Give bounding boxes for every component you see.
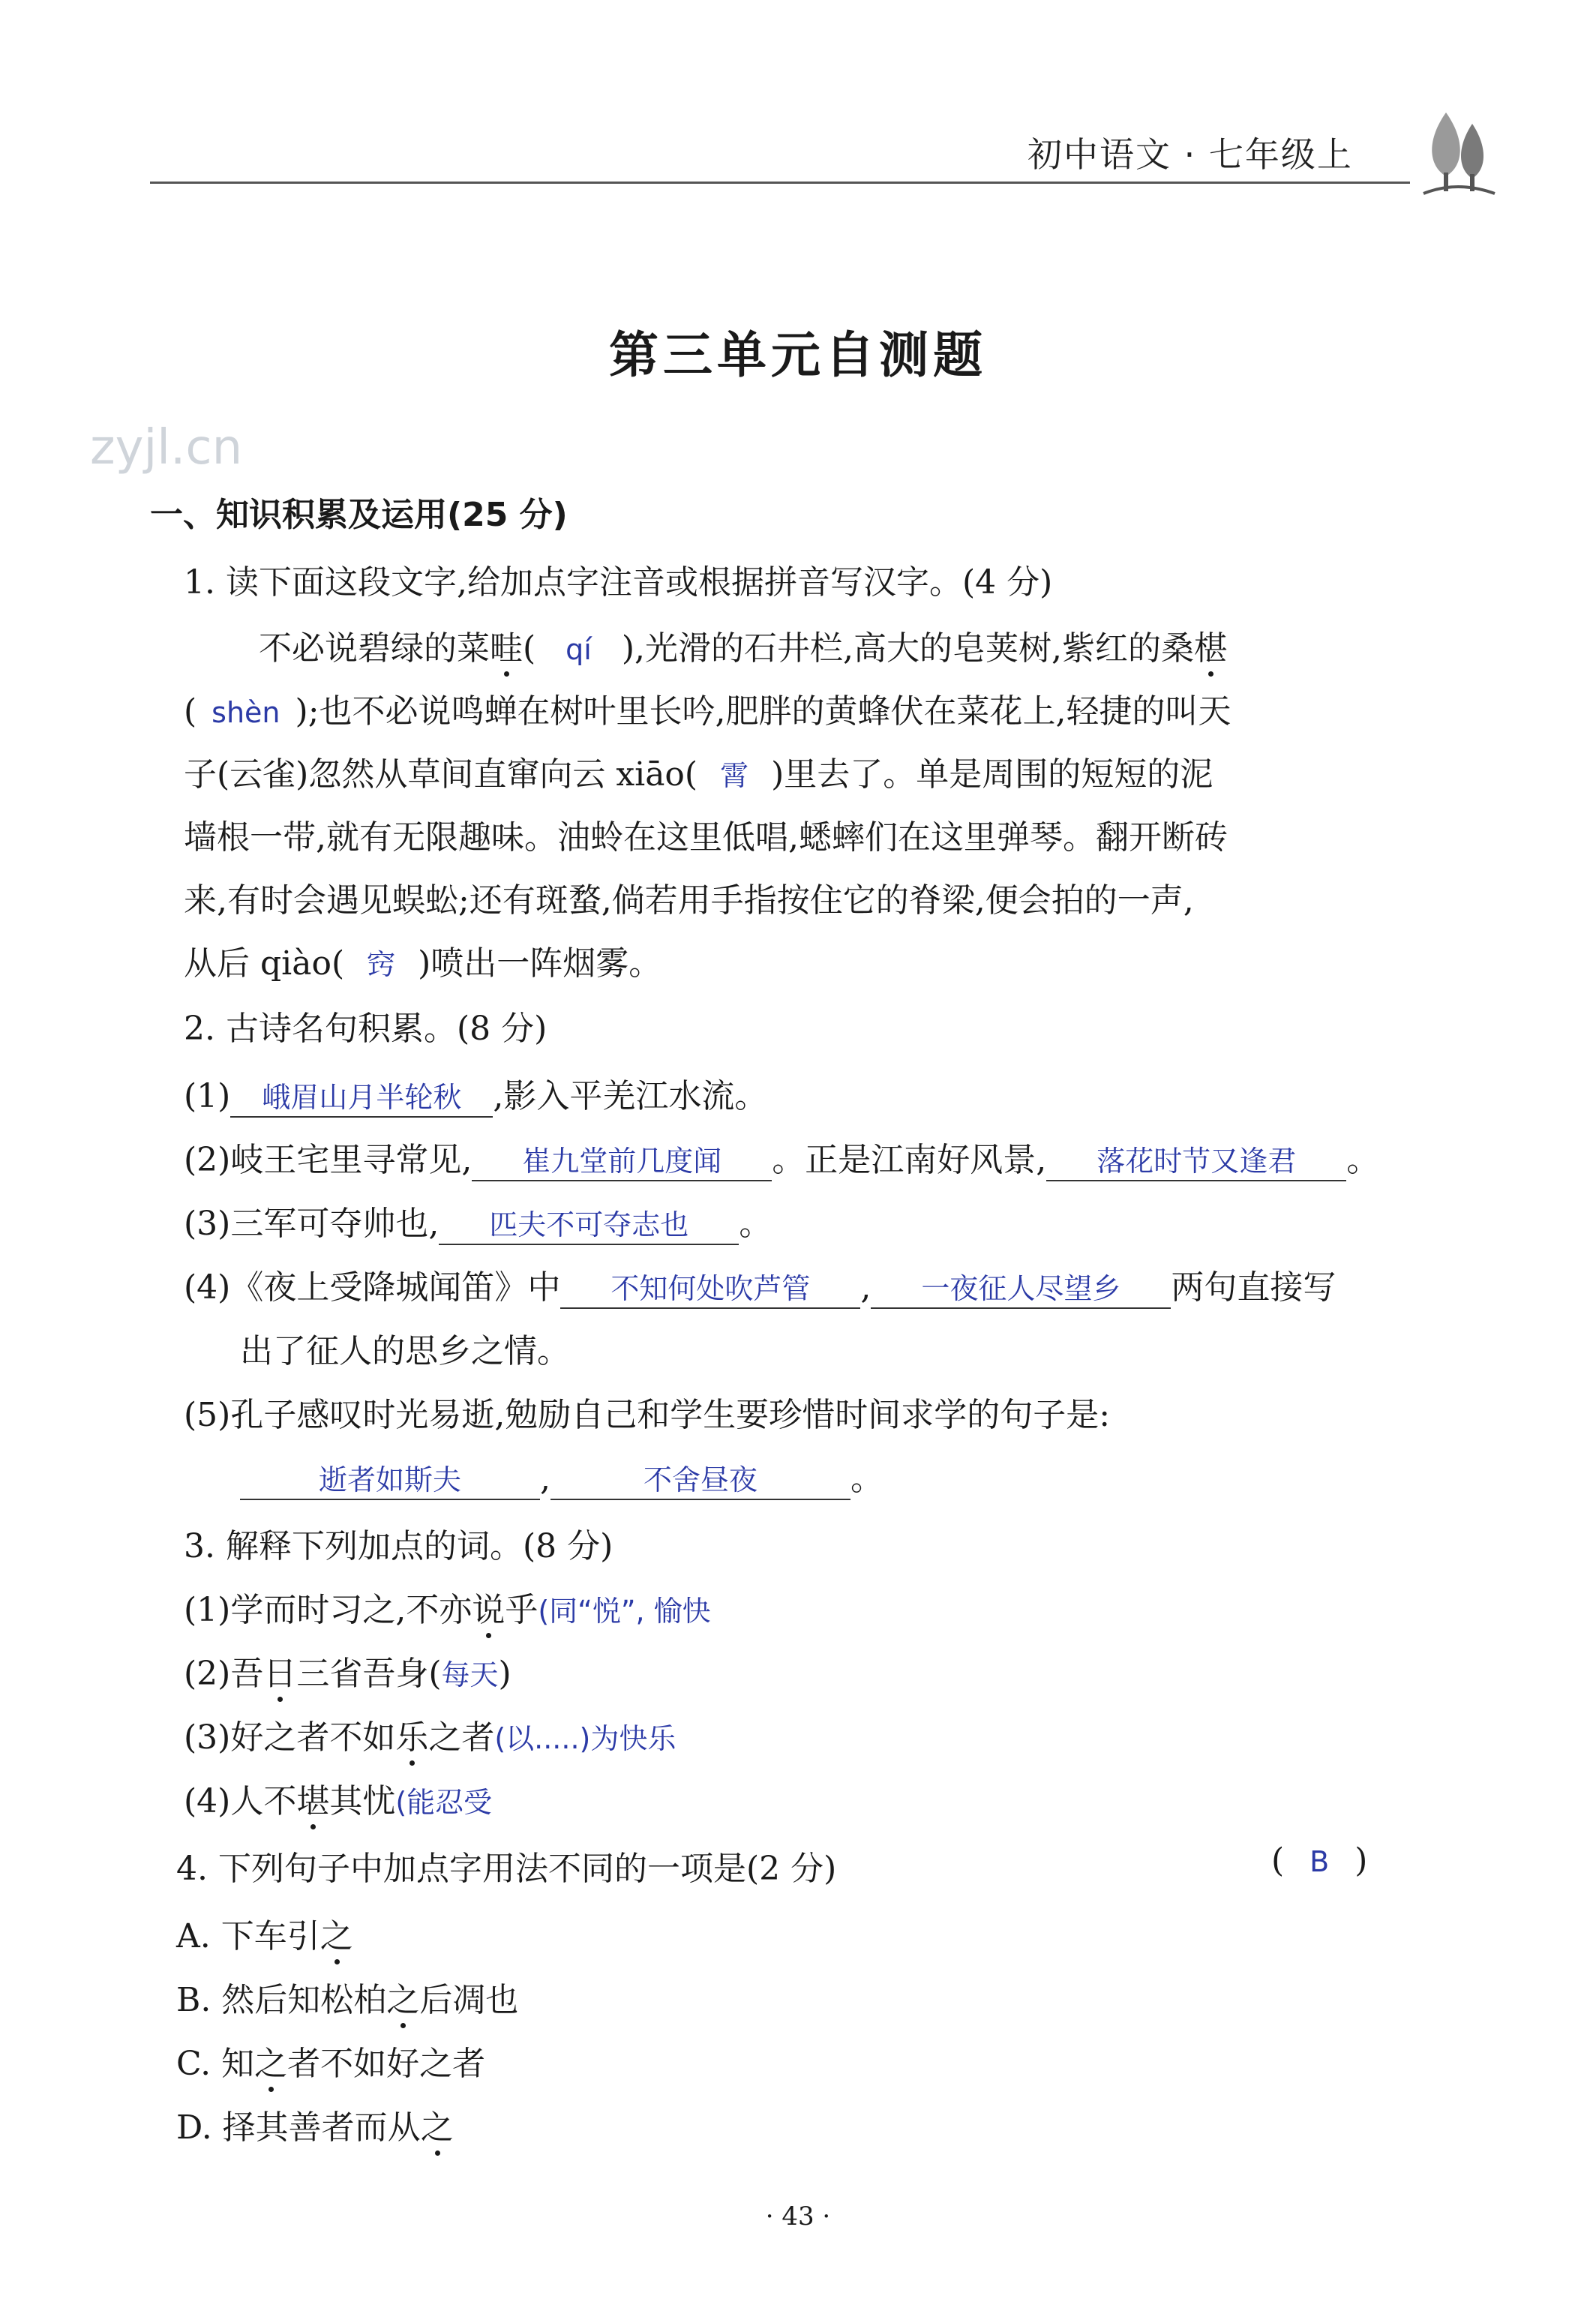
answer-blank: 匹夫不可夺志也 <box>489 1208 689 1241</box>
answer-blank: 不舍昼夜 <box>643 1463 758 1496</box>
answer-blank: 峨眉山月半轮秋 <box>262 1081 462 1114</box>
dotted-char: 说 <box>472 1583 505 1631</box>
q2-item-4-cont: 出了征人的思乡之情。 <box>240 1332 570 1370</box>
answer-blank: 逝者如斯夫 <box>318 1463 461 1496</box>
dotted-char: 之 <box>254 2036 287 2084</box>
answer-choice: B <box>1310 1845 1330 1878</box>
dotted-char: 乐 <box>395 1710 428 1758</box>
q3-item-4: (4)人不堪其忧(能忍受 <box>184 1774 492 1822</box>
q1-line-2: ( shèn );也不必说鸣蝉在树叶里长吟,肥胖的黄蜂伏在菜花上,轻捷的叫天 <box>184 692 1232 731</box>
section-heading: 一、知识积累及运用(25 分) <box>150 496 568 534</box>
answer-text: (同“悦”, 愉快 <box>538 1595 711 1628</box>
q3-item-1: (1)学而时习之,不亦说乎(同“悦”, 愉快 <box>184 1583 711 1631</box>
header-rule <box>150 182 1410 184</box>
q3-item-2: (2)吾日三省吾身(每天) <box>184 1646 512 1694</box>
dotted-char: 堪 <box>296 1774 329 1822</box>
dotted-char: 之 <box>386 1973 419 2021</box>
page-number: · 43 · <box>765 2201 831 2231</box>
q2-item-5-answers: 逝者如斯夫 , 不舍昼夜 。 <box>240 1451 884 1500</box>
q4-answer-bracket: ( B ) <box>1271 1841 1368 1880</box>
q4-option-c: C. 知之者不如好之者 <box>176 2036 485 2084</box>
q1-line-3: 子(云雀)忽然从草间直窜向云 xiāo( 霄 )里去了。单是周围的短短的泥 <box>184 755 1214 794</box>
q2-item-3: (3)三军可夺帅也, 匹夫不可夺志也 。 <box>184 1196 772 1245</box>
q1-line-5: 来,有时会遇见蜈蚣;还有斑蝥,倘若用手指按住它的脊梁,便会拍的一声, <box>184 881 1194 920</box>
q1-line-6: 从后 qiào( 窍 )喷出一阵烟雾。 <box>184 944 662 983</box>
dotted-char: 椹 <box>1194 621 1227 669</box>
q2-item-5: (5)孔子感叹时光易逝,勉励自己和学生要珍惜时间求学的句子是: <box>184 1396 1111 1434</box>
q4-option-a: A. 下车引之 <box>176 1909 353 1957</box>
answer-text: 每天 <box>441 1658 499 1691</box>
answer-text: (以.....)为快乐 <box>494 1722 676 1755</box>
q1-line-4: 墙根一带,就有无限趣味。油蛉在这里低唱,蟋蟀们在这里弹琴。翻开断砖 <box>184 818 1228 857</box>
dotted-char: 畦 <box>490 621 523 669</box>
question-4-prompt: 4. 下列句子中加点字用法不同的一项是(2 分) <box>176 1850 837 1888</box>
dotted-char: 之 <box>320 1909 353 1957</box>
question-2-prompt: 2. 古诗名句积累。(8 分) <box>184 1010 548 1048</box>
q4-option-d: D. 择其善者而从之 <box>176 2100 454 2148</box>
dotted-char: 之 <box>421 2100 454 2148</box>
answer-pinyin: shèn <box>212 696 280 729</box>
answer-char: 窍 <box>367 948 396 981</box>
answer-char: 霄 <box>720 759 749 792</box>
q2-item-4: (4)《夜上受降城闻笛》中 不知何处吹芦管 , 一夜征人尽望乡 两句直接写 <box>184 1260 1336 1309</box>
q2-item-2: (2)岐王宅里寻常见, 崔九堂前几度闻 。正是江南好风景, 落花时节又逢君 。 <box>184 1133 1379 1181</box>
watermark: zyjl.cn <box>90 420 243 476</box>
page-title: 第三单元自测题 <box>609 326 987 384</box>
dotted-char: 日 <box>263 1646 296 1694</box>
answer-blank: 崔九堂前几度闻 <box>522 1145 722 1178</box>
answer-pinyin: qí <box>566 633 592 666</box>
answer-blank: 一夜征人尽望乡 <box>921 1272 1121 1305</box>
question-1-prompt: 1. 读下面这段文字,给加点字注音或根据拼音写汉字。(4 分) <box>184 563 1053 602</box>
answer-text: (能忍受 <box>395 1786 493 1819</box>
q4-option-b: B. 然后知松柏之后凋也 <box>176 1973 518 2021</box>
answer-blank: 落花时节又逢君 <box>1096 1145 1297 1178</box>
q3-item-3: (3)好之者不如乐之者(以.....)为快乐 <box>184 1710 676 1758</box>
q2-item-1: (1) 峨眉山月半轮秋 ,影入平羌江水流。 <box>184 1069 767 1118</box>
tree-logo-icon <box>1416 105 1498 203</box>
question-3-prompt: 3. 解释下列加点的词。(8 分) <box>184 1527 614 1565</box>
answer-blank: 不知何处吹芦管 <box>610 1272 811 1305</box>
header-title: 初中语文 · 七年级上 <box>1028 134 1353 175</box>
q1-line-1: 不必说碧绿的菜畦( qí ),光滑的石井栏,高大的皂荚树,紫红的桑椹 <box>259 621 1227 669</box>
